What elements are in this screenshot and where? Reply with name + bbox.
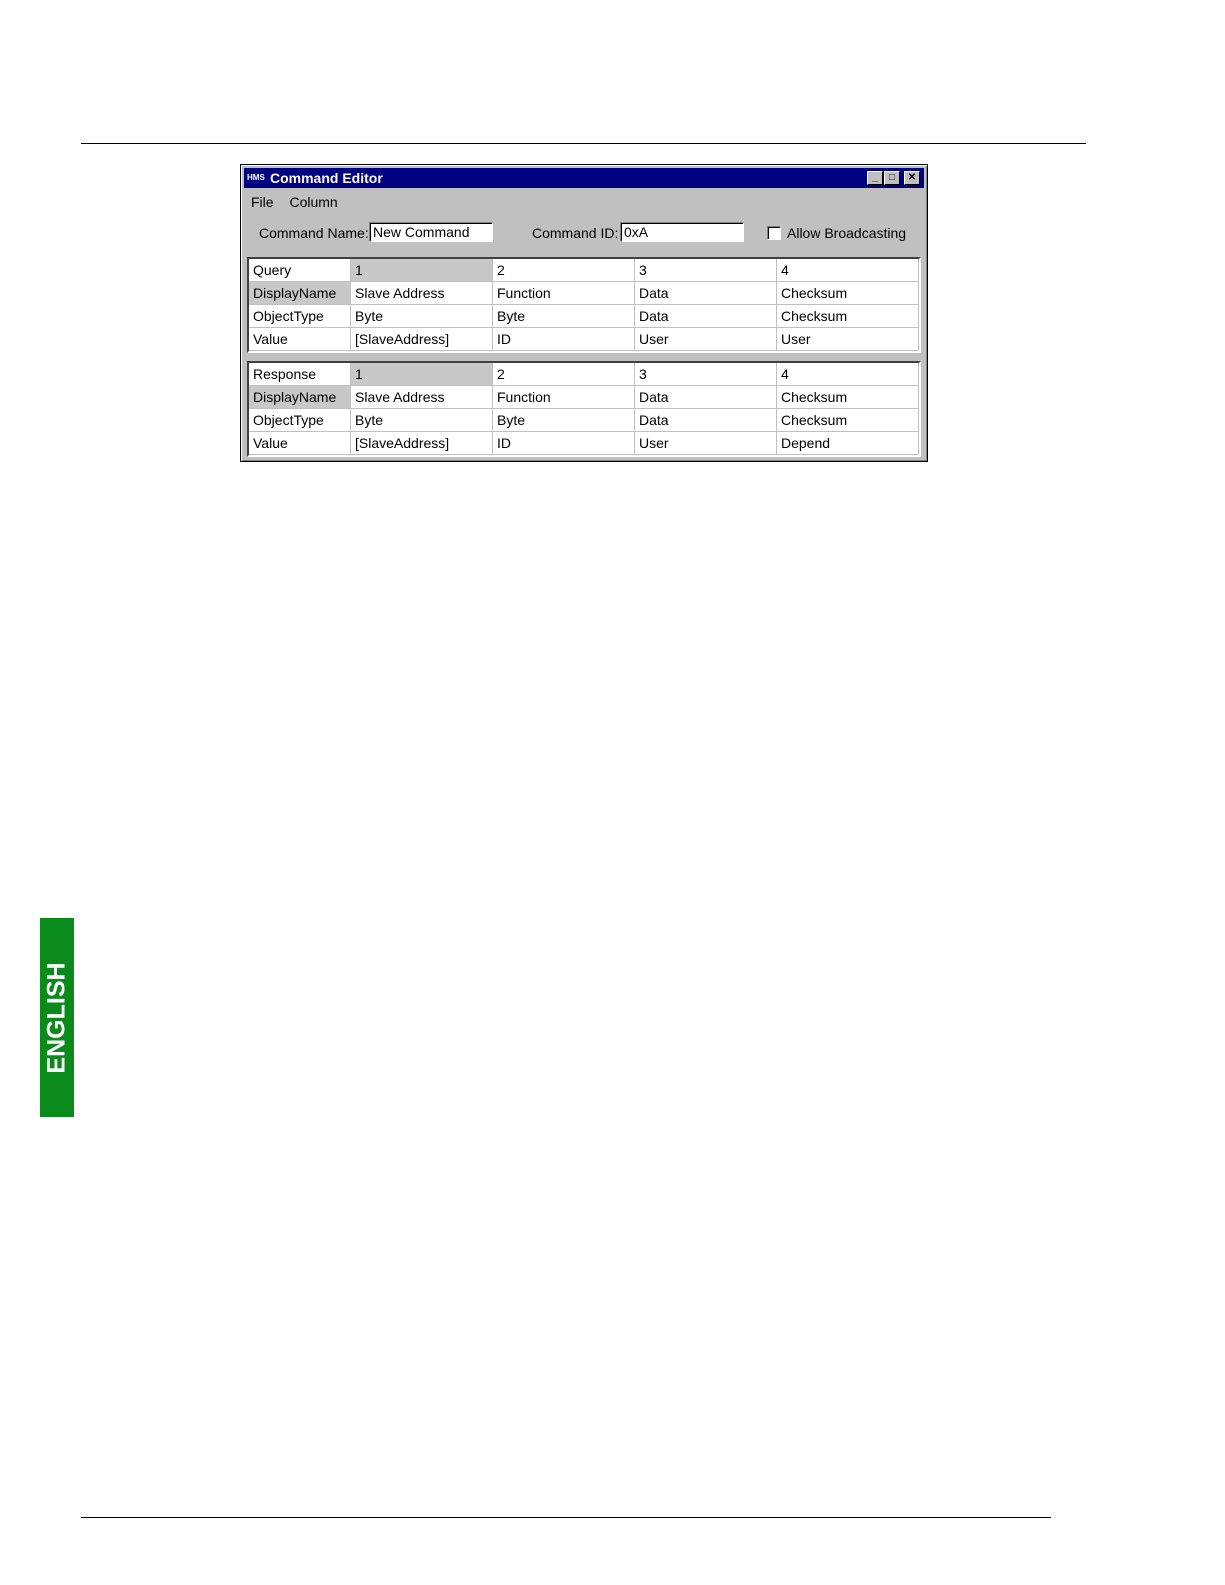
title-bar[interactable]	[244, 168, 924, 188]
table-cell[interactable]: Data	[635, 305, 777, 328]
table-cell[interactable]: ObjectType	[249, 409, 351, 432]
menu-file[interactable]: File	[251, 194, 274, 210]
table-cell[interactable]: User	[635, 432, 777, 455]
command-name-label: Command Name:	[259, 225, 369, 241]
table-cell[interactable]: Checksum	[777, 305, 919, 328]
allow-broadcasting-checkbox[interactable]	[767, 226, 781, 240]
table-cell[interactable]: Checksum	[777, 386, 919, 409]
table-cell[interactable]: Byte	[351, 305, 493, 328]
footer-rule	[81, 1517, 1051, 1518]
table-row	[249, 282, 919, 305]
allow-broadcasting-label: Allow Broadcasting	[787, 225, 907, 241]
table-cell[interactable]: User	[777, 328, 919, 351]
table-cell[interactable]: Response	[249, 363, 351, 386]
table-cell[interactable]: Data	[635, 386, 777, 409]
table-cell[interactable]: Value	[249, 432, 351, 455]
command-id-input[interactable]: 0xA	[620, 222, 744, 242]
language-side-tab	[40, 918, 74, 1117]
table-cell[interactable]: Data	[635, 409, 777, 432]
table-cell[interactable]: Byte	[493, 409, 635, 432]
table-cell[interactable]: 4	[777, 259, 919, 282]
window-title: Command Editor	[270, 170, 383, 186]
table-row	[249, 305, 919, 328]
table-cell[interactable]: Byte	[493, 305, 635, 328]
table-row	[249, 259, 919, 282]
response-table	[247, 361, 921, 457]
table-cell[interactable]: 3	[635, 259, 777, 282]
menu-bar	[251, 194, 350, 212]
table-cell[interactable]: 1	[351, 363, 493, 386]
table-cell[interactable]: 2	[493, 259, 635, 282]
command-name-input[interactable]: New Command	[369, 222, 493, 242]
maximize-button[interactable]: □	[884, 171, 900, 185]
close-button[interactable]: ✕	[904, 171, 920, 185]
language-label: ENGLISH	[42, 961, 71, 1074]
table-cell[interactable]: Checksum	[777, 282, 919, 305]
command-id-label: Command ID:	[532, 225, 619, 241]
header-rule	[81, 143, 1086, 144]
table-cell[interactable]: Depend	[777, 432, 919, 455]
table-cell[interactable]: 3	[635, 363, 777, 386]
table-cell[interactable]: Value	[249, 328, 351, 351]
table-cell[interactable]: Checksum	[777, 409, 919, 432]
table-cell[interactable]: Function	[493, 282, 635, 305]
command-editor-window	[240, 164, 928, 462]
table-row	[249, 386, 919, 409]
table-cell[interactable]: User	[635, 328, 777, 351]
table-cell[interactable]: DisplayName	[249, 282, 351, 305]
minimize-button[interactable]: _	[867, 171, 883, 185]
table-row	[249, 363, 919, 386]
table-cell[interactable]: 4	[777, 363, 919, 386]
table-cell[interactable]: DisplayName	[249, 386, 351, 409]
table-cell[interactable]: 2	[493, 363, 635, 386]
query-table	[247, 257, 921, 353]
table-row	[249, 432, 919, 455]
table-cell[interactable]: Query	[249, 259, 351, 282]
table-row	[249, 409, 919, 432]
table-cell[interactable]: ID	[493, 432, 635, 455]
table-cell[interactable]: 1	[351, 259, 493, 282]
menu-column[interactable]: Column	[289, 194, 338, 210]
hms-app-icon: HMS	[247, 173, 265, 182]
table-cell[interactable]: Slave Address	[351, 282, 493, 305]
table-cell[interactable]: ID	[493, 328, 635, 351]
table-row	[249, 328, 919, 351]
table-cell[interactable]: [SlaveAddress]	[351, 432, 493, 455]
table-cell[interactable]: Byte	[351, 409, 493, 432]
table-cell[interactable]: ObjectType	[249, 305, 351, 328]
table-cell[interactable]: Data	[635, 282, 777, 305]
table-cell[interactable]: [SlaveAddress]	[351, 328, 493, 351]
table-cell[interactable]: Function	[493, 386, 635, 409]
table-cell[interactable]: Slave Address	[351, 386, 493, 409]
